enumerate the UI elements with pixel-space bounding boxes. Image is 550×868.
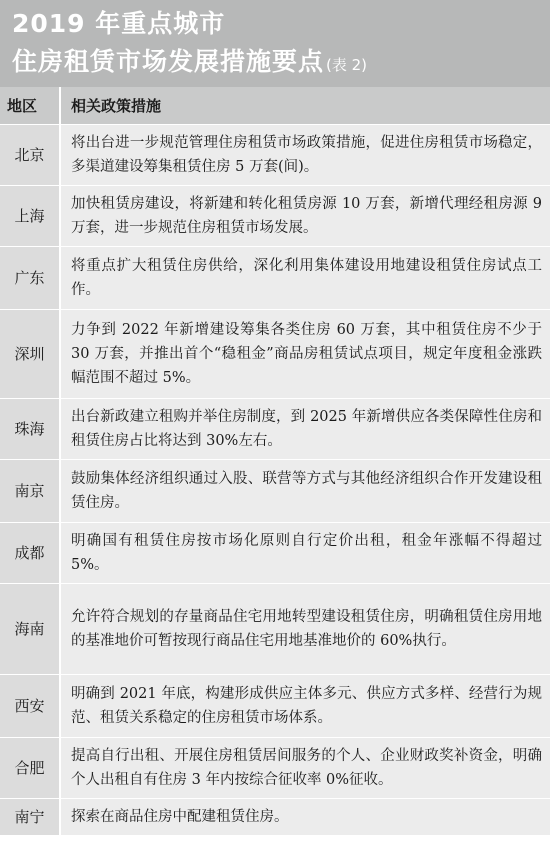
policy-cell: 加快租赁房建设，将新建和转化租赁房源 10 万套，新增代理经租房源 9 万套，进一步规范住房租赁市场发展。 — [60, 185, 550, 246]
policy-cell: 将出台进一步规范管理住房租赁市场政策措施，促进住房租赁市场稳定，多渠道建设筹集租赁住房 5 万套(间)。 — [60, 124, 550, 185]
table-row — [0, 309, 550, 398]
table-row — [0, 674, 550, 737]
title-line2 — [12, 42, 538, 85]
region-cell: 北京 — [0, 124, 60, 185]
header-policy: 相关政策措施 — [60, 87, 550, 124]
title-main: 住房租赁市场发展措施要点 — [12, 47, 325, 76]
region-cell: 广东 — [0, 246, 60, 309]
region-cell: 上海 — [0, 185, 60, 246]
policy-cell: 鼓励集体经济组织通过入股、联营等方式与其他经济组织合作开发建设租赁住房。 — [60, 459, 550, 522]
title-block — [0, 0, 550, 87]
table-row — [0, 185, 550, 246]
region-cell: 南京 — [0, 459, 60, 522]
policy-cell: 探索在商品住房中配建租赁住房。 — [60, 798, 550, 835]
table-row — [0, 459, 550, 522]
table-header-row — [0, 87, 550, 124]
policy-cell: 出台新政建立租购并举住房制度，到 2025 年新增供应各类保障性住房和租赁住房占比将达到 30%左右。 — [60, 398, 550, 459]
region-cell: 海南 — [0, 583, 60, 674]
table-number-note: (表 2) — [326, 56, 368, 74]
policy-table — [0, 87, 550, 836]
policy-cell: 将重点扩大租赁住房供给，深化利用集体建设用地建设租赁住房试点工作。 — [60, 246, 550, 309]
table-row — [0, 398, 550, 459]
region-cell: 合肥 — [0, 737, 60, 798]
policy-cell: 明确国有租赁住房按市场化原则自行定价出租，租金年涨幅不得超过 5%。 — [60, 522, 550, 583]
table-row — [0, 522, 550, 583]
policy-cell: 明确到 2021 年底，构建形成供应主体多元、供应方式多样、经营行为规范、租赁关系稳定的住房租赁市场体系。 — [60, 674, 550, 737]
header-region: 地区 — [0, 87, 60, 124]
policy-cell: 提高自行出租、开展住房租赁居间服务的个人、企业财政奖补资金，明确个人出租自有住房 3 年内按综合征收率 0%征收。 — [60, 737, 550, 798]
region-cell: 珠海 — [0, 398, 60, 459]
region-cell: 成都 — [0, 522, 60, 583]
region-cell: 南宁 — [0, 798, 60, 835]
title-line1: 2019 年重点城市 — [12, 9, 226, 38]
policy-cell: 允许符合规划的存量商品住宅用地转型建设租赁住房，明确租赁住房用地的基准地价可暂按现行商品住宅用地基准地价的 60%执行。 — [60, 583, 550, 674]
region-cell: 深圳 — [0, 309, 60, 398]
policy-cell: 力争到 2022 年新增建设筹集各类住房 60 万套，其中租赁住房不少于 30 万套，并推出首个“稳租金”商品房租赁试点项目，规定年度租金涨跌幅范围不超过 5%。 — [60, 309, 550, 398]
region-cell: 西安 — [0, 674, 60, 737]
table-row — [0, 583, 550, 674]
table-row — [0, 246, 550, 309]
table-row — [0, 737, 550, 798]
table-row — [0, 124, 550, 185]
table-row — [0, 798, 550, 835]
